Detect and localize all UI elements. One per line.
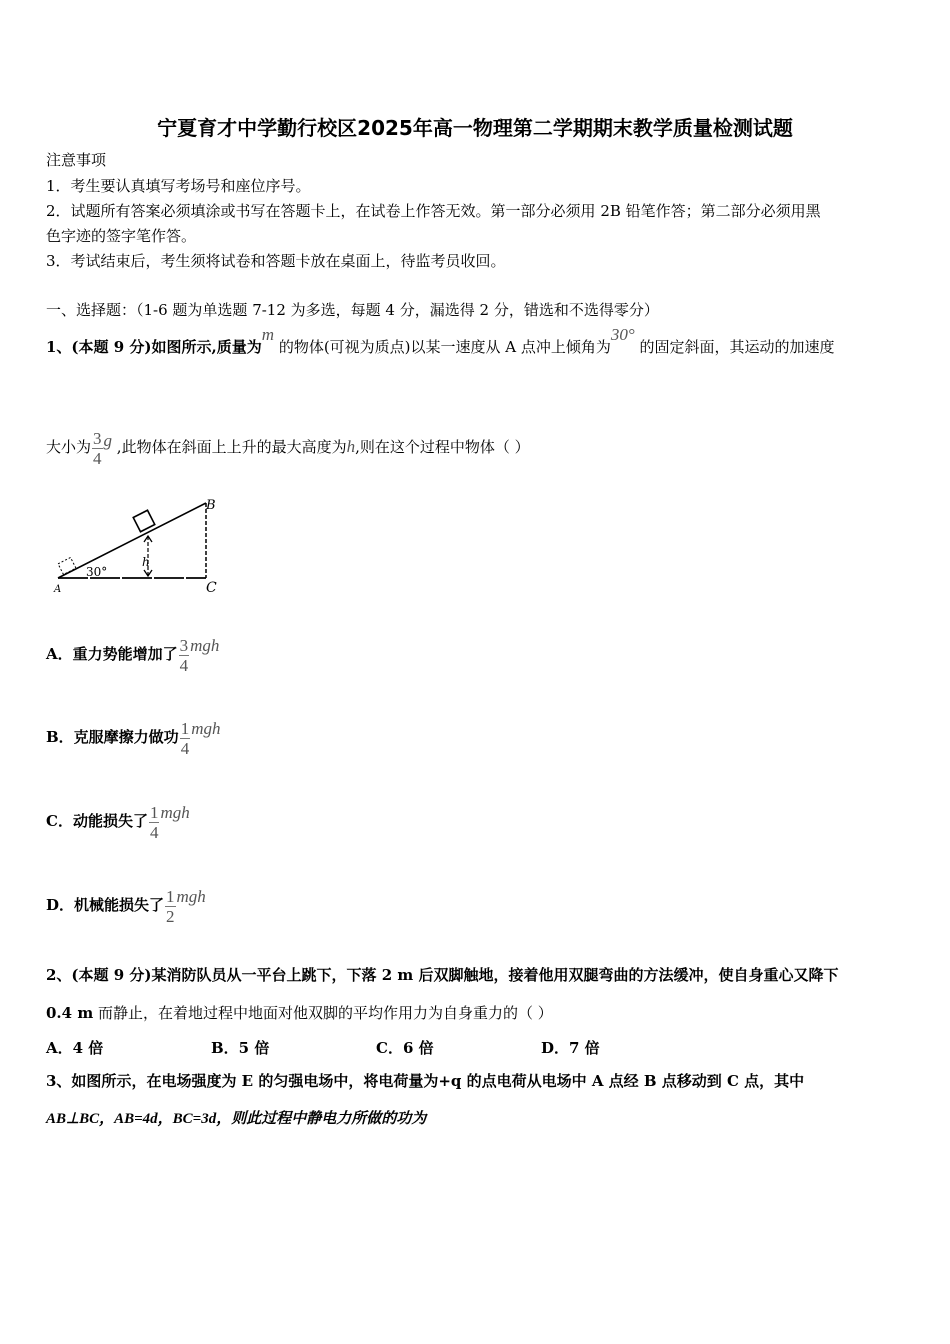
option-a: A．4 倍 xyxy=(46,1039,104,1057)
num: 1 xyxy=(180,718,190,738)
q1-m: m xyxy=(261,325,275,344)
q1-h: h xyxy=(346,437,356,456)
den: 4 xyxy=(149,822,159,842)
option-c xyxy=(46,799,190,843)
q1-text: 的物体(可视为质点)以某一速度从 A 点冲上倾角为 xyxy=(278,338,611,356)
num: 3 xyxy=(93,428,102,448)
option-label: B．克服摩擦力做功 xyxy=(46,728,179,746)
question-1-line-2 xyxy=(46,425,530,469)
mgh: mgh xyxy=(160,803,190,822)
question-3-line-2: AB⊥BC，AB=4d，BC=3d，则此过程中静电力所做的功为 xyxy=(46,1111,427,1127)
option-label: D．机械能损失了 xyxy=(46,896,165,914)
option-d: D．7 倍 xyxy=(541,1039,600,1057)
q1-text: 大小为 xyxy=(46,438,92,456)
q1-acc-fraction xyxy=(92,429,103,468)
q1-g: g xyxy=(103,431,113,450)
q1-text: ,此物体在斜面上上升的最大高度为 xyxy=(116,438,347,456)
fraction xyxy=(180,719,191,758)
notice-item: 1．考生要认真填写考场号和座位序号。 xyxy=(46,177,311,195)
option-b xyxy=(46,715,220,759)
mgh: mgh xyxy=(176,887,206,906)
q2-text: 而静止，在着地过程中地面对他双脚的平均作用力为自身重力的（ ） xyxy=(93,1004,553,1022)
section-heading: 一、选择题：（1-6 题为单选题 7-12 为多选，每题 4 分，漏选得 2 分，错选和不选得零分） xyxy=(46,301,659,319)
question-1-line-1 xyxy=(46,325,835,357)
notice-heading: 注意事项 xyxy=(46,151,107,169)
option-label: C．动能损失了 xyxy=(46,812,148,830)
option-d xyxy=(46,883,206,927)
mgh: mgh xyxy=(191,719,221,738)
num: 3 xyxy=(179,635,189,655)
den: 4 xyxy=(93,448,102,468)
label-angle: 30° xyxy=(86,565,108,579)
notice-item: 2．试题所有答案必须填涂或书写在答题卡上，在试卷上作答无效。第一部分必须用 2B 铅笔作答；第二部分必须用黑 xyxy=(46,202,821,220)
fraction xyxy=(179,636,190,675)
question-3-line-1: 3、如图所示，在电场强度为 E 的匀强电场中，将电荷量为+q 的点电荷从电场中 A 点经 B 点移动到 C 点，其中 xyxy=(46,1072,805,1090)
question-2-options xyxy=(46,1038,706,1058)
label-c: C xyxy=(206,580,217,596)
notice-item: 色字迹的签字笔作答。 xyxy=(46,227,197,245)
den: 2 xyxy=(166,906,175,926)
q1-angle: 30° xyxy=(610,325,635,344)
page-title: 宁夏育才中学勤行校区2025年高一物理第二学期期末教学质量检测试题 xyxy=(157,116,793,140)
option-b: B．5 倍 xyxy=(211,1039,270,1057)
option-c: C．6 倍 xyxy=(376,1039,434,1057)
den: 4 xyxy=(179,655,189,675)
question-2-line-1: 2、(本题 9 分)某消防队员从一平台上跳下，下落 2 m 后双脚触地，接着他用双腿弯曲的方法缓冲，使自身重心又降下 xyxy=(46,966,839,984)
label-b: B xyxy=(206,498,216,513)
q2-bold: 0.4 m xyxy=(46,1004,94,1022)
incline-figure xyxy=(44,494,234,598)
num: 1 xyxy=(166,886,175,906)
option-label: A．重力势能增加了 xyxy=(46,645,178,663)
q1-text: 的固定斜面，其运动的加速度 xyxy=(639,338,835,356)
fraction xyxy=(149,803,160,842)
q1-text: ,则在这个过程中物体（ ） xyxy=(355,438,530,456)
q1-text: 1、(本题 9 分)如图所示,质量为 xyxy=(46,338,262,356)
den: 4 xyxy=(180,738,190,758)
question-2-line-2 xyxy=(46,1003,553,1023)
option-a xyxy=(46,632,219,676)
num: 1 xyxy=(149,802,159,822)
label-h: h xyxy=(142,555,150,569)
label-a: A xyxy=(54,584,62,595)
notice-item: 3．考试结束后，考生须将试卷和答题卡放在桌面上，待监考员收回。 xyxy=(46,252,506,270)
fraction xyxy=(165,887,176,926)
mgh: mgh xyxy=(190,636,220,655)
